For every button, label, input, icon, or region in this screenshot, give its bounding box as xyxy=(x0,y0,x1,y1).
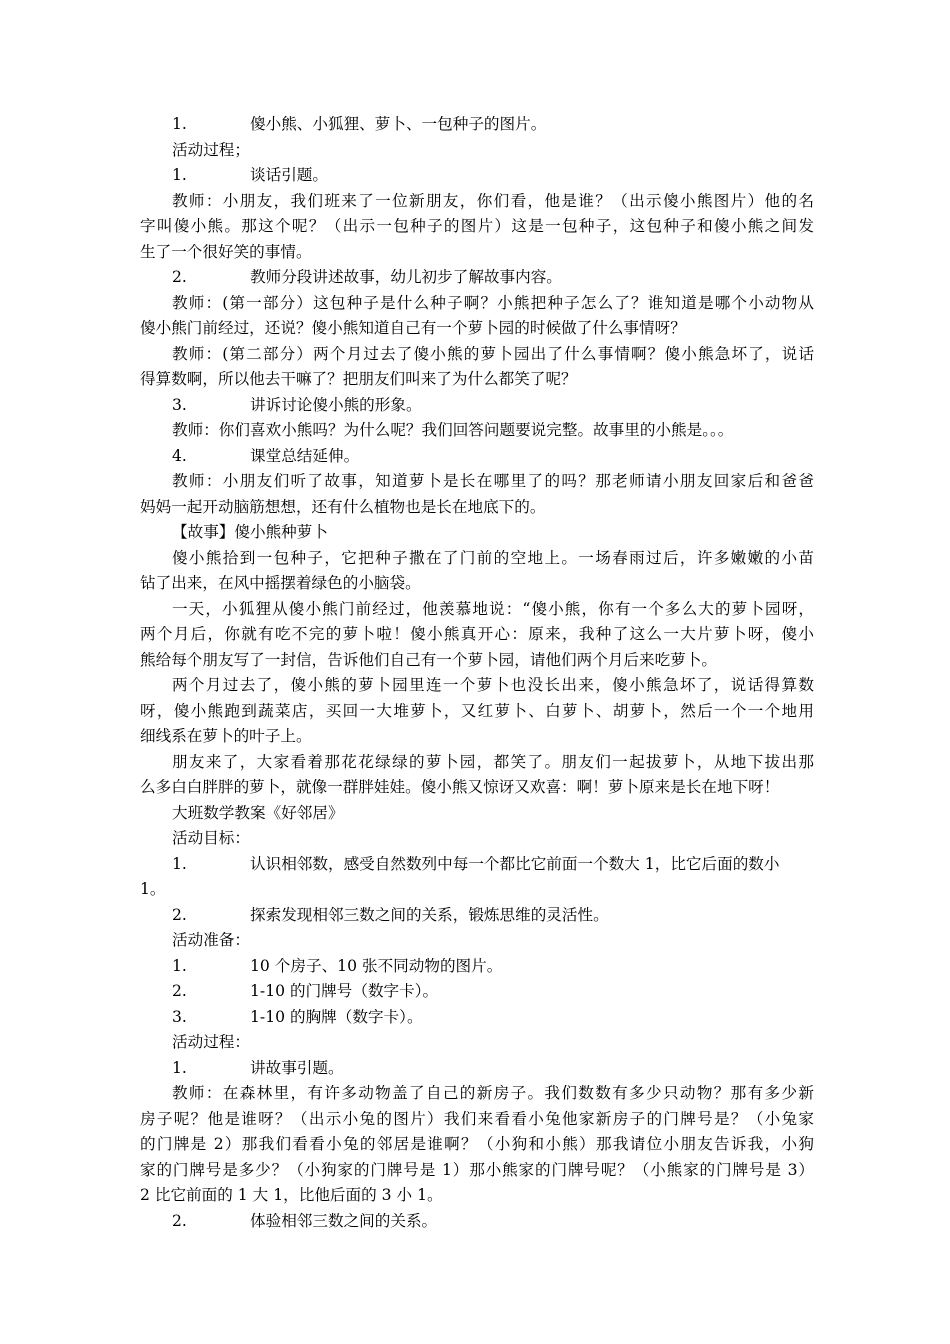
list-item-text: 讲诉讨论傻小熊的形象。 xyxy=(250,395,422,414)
list-number: 2. xyxy=(172,268,187,286)
list-number: 1. xyxy=(172,166,187,184)
list-item-text: 谈话引题。 xyxy=(250,166,328,184)
document-body xyxy=(140,112,814,1234)
list-number: 2. xyxy=(172,905,187,924)
numbered-list-item xyxy=(140,979,814,1005)
text-line: 教师：(第二部分）两个月过去了傻小熊的萝卜园出了什么事情啊？傻小熊急坏了，说话 xyxy=(172,344,814,363)
list-item-text: 傻小熊、小狐狸、萝卜、一包种子的图片。 xyxy=(250,115,547,133)
text-line: 两个月后，你就有吃不完的萝卜啦！傻小熊真开心：原来，我种了这么一大片萝卜呀，傻小 xyxy=(140,625,814,643)
text-line: 钻了出来，在风中摇摆着绿色的小脑袋。 xyxy=(140,574,421,592)
text-line: 1。 xyxy=(140,880,166,898)
text-line: 生了一个很好笑的事情。 xyxy=(140,242,312,261)
numbered-list-item xyxy=(140,1005,814,1031)
text-line: 活动目标： xyxy=(172,829,250,847)
text-line: 细线系在萝卜的叶子上。 xyxy=(140,727,312,745)
numbered-list-item xyxy=(140,163,814,189)
text-line: 傻小熊拾到一包种子，它把种子撒在了门前的空地上。一场春雨过后，许多嫩嫩的小苗 xyxy=(172,548,814,567)
text-line: 一天，小狐狸从傻小熊门前经过，他羡慕地说：“傻小熊，你有一个多么大的萝卜园呀， xyxy=(172,599,814,618)
list-item-text: 认识相邻数，感受自然数列中每一个都比它前面一个数大 1，比它后面的数小 xyxy=(250,854,780,873)
text-line: 么多白白胖胖的萝卜，就像一群胖娃娃。傻小熊又惊讶又欢喜：啊！萝卜原来是长在地下呀！ xyxy=(140,778,780,796)
text-line: 的门牌是 2）那我们看看小兔的邻居是谁啊？（小狗和小熊）那我请位小朋友告诉我，小狗 xyxy=(140,1135,814,1153)
list-item-text: 1-10 的门牌号（数字卡）。 xyxy=(250,982,439,1000)
numbered-list-item xyxy=(140,903,814,929)
text-line: 朋友来了，大家看着那花花绿绿的萝卜园，都笑了。朋友们一起拔萝卜，从地下拔出那 xyxy=(172,752,814,771)
text-line: 大班数学教案《好邻居》 xyxy=(172,803,344,822)
numbered-list-item xyxy=(140,265,814,291)
list-number: 2. xyxy=(172,1211,187,1230)
text-line: 得算数啊，所以他去干嘛了？把朋友们叫来了为什么都笑了呢？ xyxy=(140,370,577,388)
text-line: 2 比它前面的 1 大 1，比他后面的 3 小 1。 xyxy=(140,1186,443,1204)
list-number: 1. xyxy=(172,854,187,873)
text-line: 活动准备： xyxy=(172,931,250,949)
text-line: 教师：在森林里，有许多动物盖了自己的新房子。我们数数有多少只动物？那有多少新 xyxy=(172,1084,814,1102)
text-line: 教师：小朋友，我们班来了一位新朋友，你们看，他是谁？（出示傻小熊图片）他的名 xyxy=(172,191,814,210)
numbered-list-item xyxy=(140,1209,814,1235)
text-line: 字叫傻小熊。那这个呢？（出示一包种子的图片）这是一包种子，这包种子和傻小熊之间发 xyxy=(140,217,814,235)
text-line: 教师：(第一部分）这包种子是什么种子啊？小熊把种子怎么了？谁知道是哪个小动物从 xyxy=(172,293,814,312)
text-line: 活动过程； xyxy=(172,140,250,159)
list-item-text: 1-10 的胸牌（数字卡）。 xyxy=(250,1007,423,1026)
list-item-text: 体验相邻三数之间的关系。 xyxy=(250,1211,438,1230)
numbered-list-item xyxy=(140,393,814,419)
text-line: 妈妈一起开动脑筋想想，还有什么植物也是长在地底下的。 xyxy=(140,497,546,516)
list-number: 4. xyxy=(172,446,187,465)
text-line: 活动过程： xyxy=(172,1033,250,1051)
numbered-list-item xyxy=(140,852,814,878)
text-line: 家的门牌号是多少？（小狗家的门牌号是 1）那小熊家的门牌号呢？（小熊家的门牌号是 3） xyxy=(140,1160,814,1179)
list-number: 3. xyxy=(172,395,187,414)
list-item-text: 教师分段讲述故事，幼儿初步了解故事内容。 xyxy=(250,268,562,286)
text-line: 呀，傻小熊跑到蔬菜店，买回一大堆萝卜，又红萝卜、白萝卜、胡萝卜，然后一个一个地用 xyxy=(140,701,814,720)
list-number: 3. xyxy=(172,1007,187,1026)
numbered-list-item xyxy=(140,954,814,980)
text-line: 教师：你们喜欢小熊吗？为什么呢？我们回答问题要说完整。故事里的小熊是。。。 xyxy=(172,421,734,439)
story-heading: 【故事】傻小熊种萝卜 xyxy=(172,523,328,541)
text-line: 教师：小朋友们听了故事，知道萝卜是长在哪里了的吗？那老师请小朋友回家后和爸爸 xyxy=(172,472,814,490)
list-item-text: 10 个房子、10 张不同动物的图片。 xyxy=(250,956,503,975)
list-number: 1. xyxy=(172,1058,187,1077)
text-line: 两个月过去了，傻小熊的萝卜园里连一个萝卜也没长出来，傻小熊急坏了，说话得算数 xyxy=(172,676,814,694)
text-line: 房子呢？他是谁呀？（出示小兔的图片）我们来看看小兔他家新房子的门牌号是？（小兔家 xyxy=(140,1109,814,1128)
text-line: 傻小熊门前经过，还说？傻小熊知道自己有一个萝卜园的时候做了什么事情呀？ xyxy=(140,319,686,337)
list-number: 1. xyxy=(172,115,187,133)
numbered-list-item xyxy=(140,112,814,138)
list-number: 1. xyxy=(172,956,187,975)
numbered-list-item xyxy=(140,1056,814,1082)
list-item-text: 探索发现相邻三数之间的关系，锻炼思维的灵活性。 xyxy=(250,905,609,924)
numbered-list-item xyxy=(140,444,814,470)
list-number: 2. xyxy=(172,982,187,1000)
list-item-text: 课堂总结延伸。 xyxy=(250,446,360,465)
text-line: 熊给每个朋友写了一封信，告诉他们自己有一个萝卜园，请他们两个月后来吃萝卜。 xyxy=(140,650,717,669)
list-item-text: 讲故事引题。 xyxy=(250,1058,344,1077)
